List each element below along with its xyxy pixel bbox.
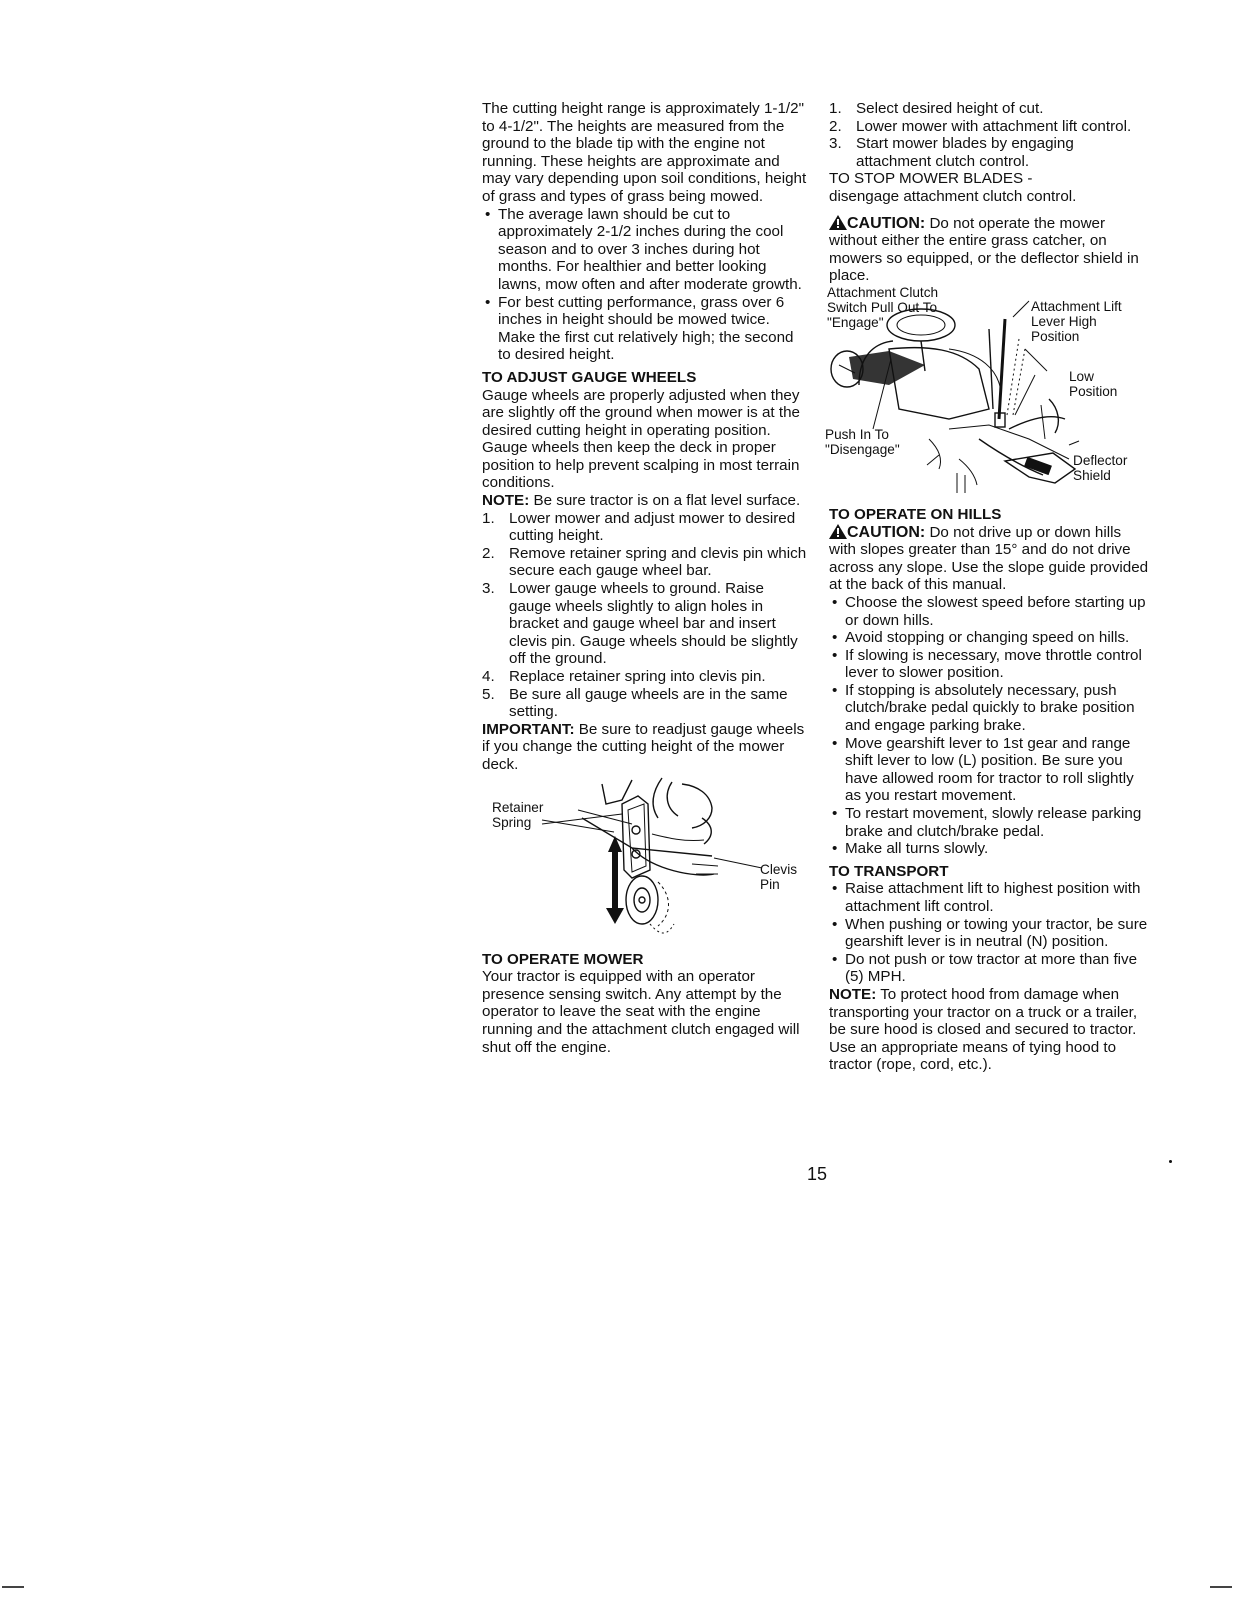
list-item: • If stopping is absolutely necessary, push clutch/brake pedal quickly to brake position and engage parking brake. xyxy=(829,682,1151,735)
gauge-wheels-text: Gauge wheels are properly adjusted when they are slightly off the ground when mower is at the desired cutting height in operating position. Gauge wheels then keep the deck in proper position to help prevent scalping in most terrain conditions. xyxy=(482,386,800,492)
page-number: 15 xyxy=(807,1164,828,1184)
list-item: • For best cutting performance, grass over 6 inches in height should be mowed twice. Make the first cut relatively high; the second to desired height. xyxy=(482,294,810,364)
warning-triangle-icon xyxy=(829,215,847,230)
step-number: 1. xyxy=(482,509,495,527)
list-item: • Move gearshift lever to 1st gear and range shift lever to low (L) position. Be sure you have allowed room for tractor to roll slightly as you restart movement. xyxy=(829,735,1151,805)
list-item: • Make all turns slowly. xyxy=(829,840,1151,858)
clutch-engage-label: Attachment Clutch Switch Pull Out To "Engage" xyxy=(827,284,939,330)
important-text: Be sure to readjust gauge wheels if you change the cutting height of the mower deck. xyxy=(482,720,805,773)
list-item xyxy=(829,100,1151,118)
retainer-spring-label: Retainer Spring xyxy=(492,799,544,830)
scan-edge-mark xyxy=(2,1586,24,1588)
note-text: Be sure tractor is on a flat level surface. xyxy=(529,492,801,510)
list-item xyxy=(482,510,810,545)
step-text: Start mower blades by engaging attachment clutch control. xyxy=(856,135,1074,170)
step-number: 2. xyxy=(482,544,495,562)
caution-label: CAUTION: xyxy=(847,523,926,541)
list-item: • If slowing is necessary, move throttle control lever to slower position. xyxy=(829,647,1151,682)
gauge-wheels-note xyxy=(482,492,810,510)
note-label: NOTE: xyxy=(482,492,530,510)
list-item xyxy=(829,135,1151,170)
list-item: • The average lawn should be cut to approximately 2-1/2 inches during the cool season and to over 3 inches during hot months. For healthier and better looking lawns, mow often and after moderate growth. xyxy=(482,206,810,294)
important-label: IMPORTANT: xyxy=(482,720,575,738)
list-item: • Do not push or tow tractor at more than five (5) MPH. xyxy=(829,951,1151,986)
step-text: Remove retainer spring and clevis pin which secure each gauge wheel bar. xyxy=(509,544,807,580)
stop-blades-heading: TO STOP MOWER BLADES - xyxy=(829,170,1033,188)
operate-mower-text: Your tractor is equipped with an operator presence sensing switch. Any attempt by the operator to leave the seat with the engine running and the attachment clutch engaged will shut off the engine. xyxy=(482,968,800,1056)
list-item xyxy=(482,545,810,580)
step-number: 3. xyxy=(829,135,842,153)
list-item xyxy=(482,686,810,721)
controls-figure xyxy=(825,284,1151,501)
caution-label: CAUTION: xyxy=(847,214,926,232)
caution-text: Do not drive up or down hills with slopes greater than 15° and do not drive across any slope. Use the slope guide provided at the back of this manual. xyxy=(829,523,1149,594)
step-text: Lower gauge wheels to ground. Raise gauge wheels slightly to align holes in bracket and gauge wheel bar and insert clevis pin. Gauge wheels should be slightly off the ground. xyxy=(509,580,798,668)
important-notice xyxy=(482,721,810,774)
step-number: 2. xyxy=(829,117,842,135)
list-item xyxy=(482,580,810,668)
operate-mower-heading: TO OPERATE MOWER xyxy=(482,950,644,968)
list-item: • Choose the slowest speed before starting up or down hills. xyxy=(829,594,1151,629)
gauge-wheels-heading: TO ADJUST GAUGE WHEELS xyxy=(482,368,697,386)
transport-list xyxy=(829,880,1151,986)
cutting-tips-list xyxy=(482,206,810,364)
caution-grass-catcher xyxy=(829,215,1151,285)
list-item: • Raise attachment lift to highest position with attachment lift control. xyxy=(829,880,1151,915)
list-item: • When pushing or towing your tractor, be sure gearshift lever is in neutral (N) position. xyxy=(829,916,1151,951)
push-in-disengage-label: Push In To "Disengage" xyxy=(825,426,900,457)
list-item: • Avoid stopping or changing speed on hills. xyxy=(829,629,1151,647)
caution-hills xyxy=(829,524,1151,594)
step-text: Select desired height of cut. xyxy=(856,100,1044,117)
stop-blades-text: disengage attachment clutch control. xyxy=(829,187,1077,205)
gauge-wheel-figure xyxy=(482,774,810,946)
operate-steps xyxy=(829,100,1151,170)
transport-heading: TO TRANSPORT xyxy=(829,862,949,880)
list-item: • To restart movement, slowly release parking brake and clutch/brake pedal. xyxy=(829,805,1151,840)
step-text: Lower mower and adjust mower to desired cutting height. xyxy=(509,509,796,545)
gauge-wheels-steps xyxy=(482,510,810,721)
step-number: 4. xyxy=(482,668,495,685)
warning-triangle-icon xyxy=(829,524,847,539)
clevis-pin-label: Clevis Pin xyxy=(760,861,798,892)
left-column xyxy=(482,100,810,1056)
hills-heading: TO OPERATE ON HILLS xyxy=(829,505,1002,523)
list-item xyxy=(482,668,810,686)
step-text: Be sure all gauge wheels are in the same setting. xyxy=(509,685,788,721)
step-number: 3. xyxy=(482,580,495,598)
step-text: Replace retainer spring into clevis pin. xyxy=(509,668,766,685)
step-number: 5. xyxy=(482,685,495,703)
list-item xyxy=(829,118,1151,136)
note-text: To protect hood from damage when transporting your tractor on a truck or a trailer, be sure hood is closed and secured to tractor. Use an appropriate means of tying hood to tractor (rope, cord, etc.). xyxy=(829,985,1138,1074)
note-label: NOTE: xyxy=(829,985,877,1003)
cutting-height-intro: The cutting height range is approximately 1-1/2" to 4-1/2". The heights are measured from the ground to the blade tip with the engine not running. These heights are approximate and may vary depending upon soil conditions, height of grass and types of grass being mowed. xyxy=(482,100,807,205)
step-number: 1. xyxy=(829,100,842,117)
scan-speck xyxy=(1169,1160,1172,1163)
scan-edge-mark xyxy=(1210,1586,1232,1588)
caution-text: Do not operate the mower without either the entire grass catcher, on mowers so equipped, or the deflector shield in place. xyxy=(829,214,1139,285)
step-text: Lower mower with attachment lift control. xyxy=(856,117,1132,135)
lift-lever-high-label: Attachment Lift Lever High Position xyxy=(1031,298,1122,344)
transport-note xyxy=(829,986,1151,1074)
low-position-label: Low Position xyxy=(1069,368,1118,399)
deflector-shield-label: Deflector Shield xyxy=(1073,452,1128,483)
hills-list xyxy=(829,594,1151,858)
right-column xyxy=(825,100,1151,1074)
